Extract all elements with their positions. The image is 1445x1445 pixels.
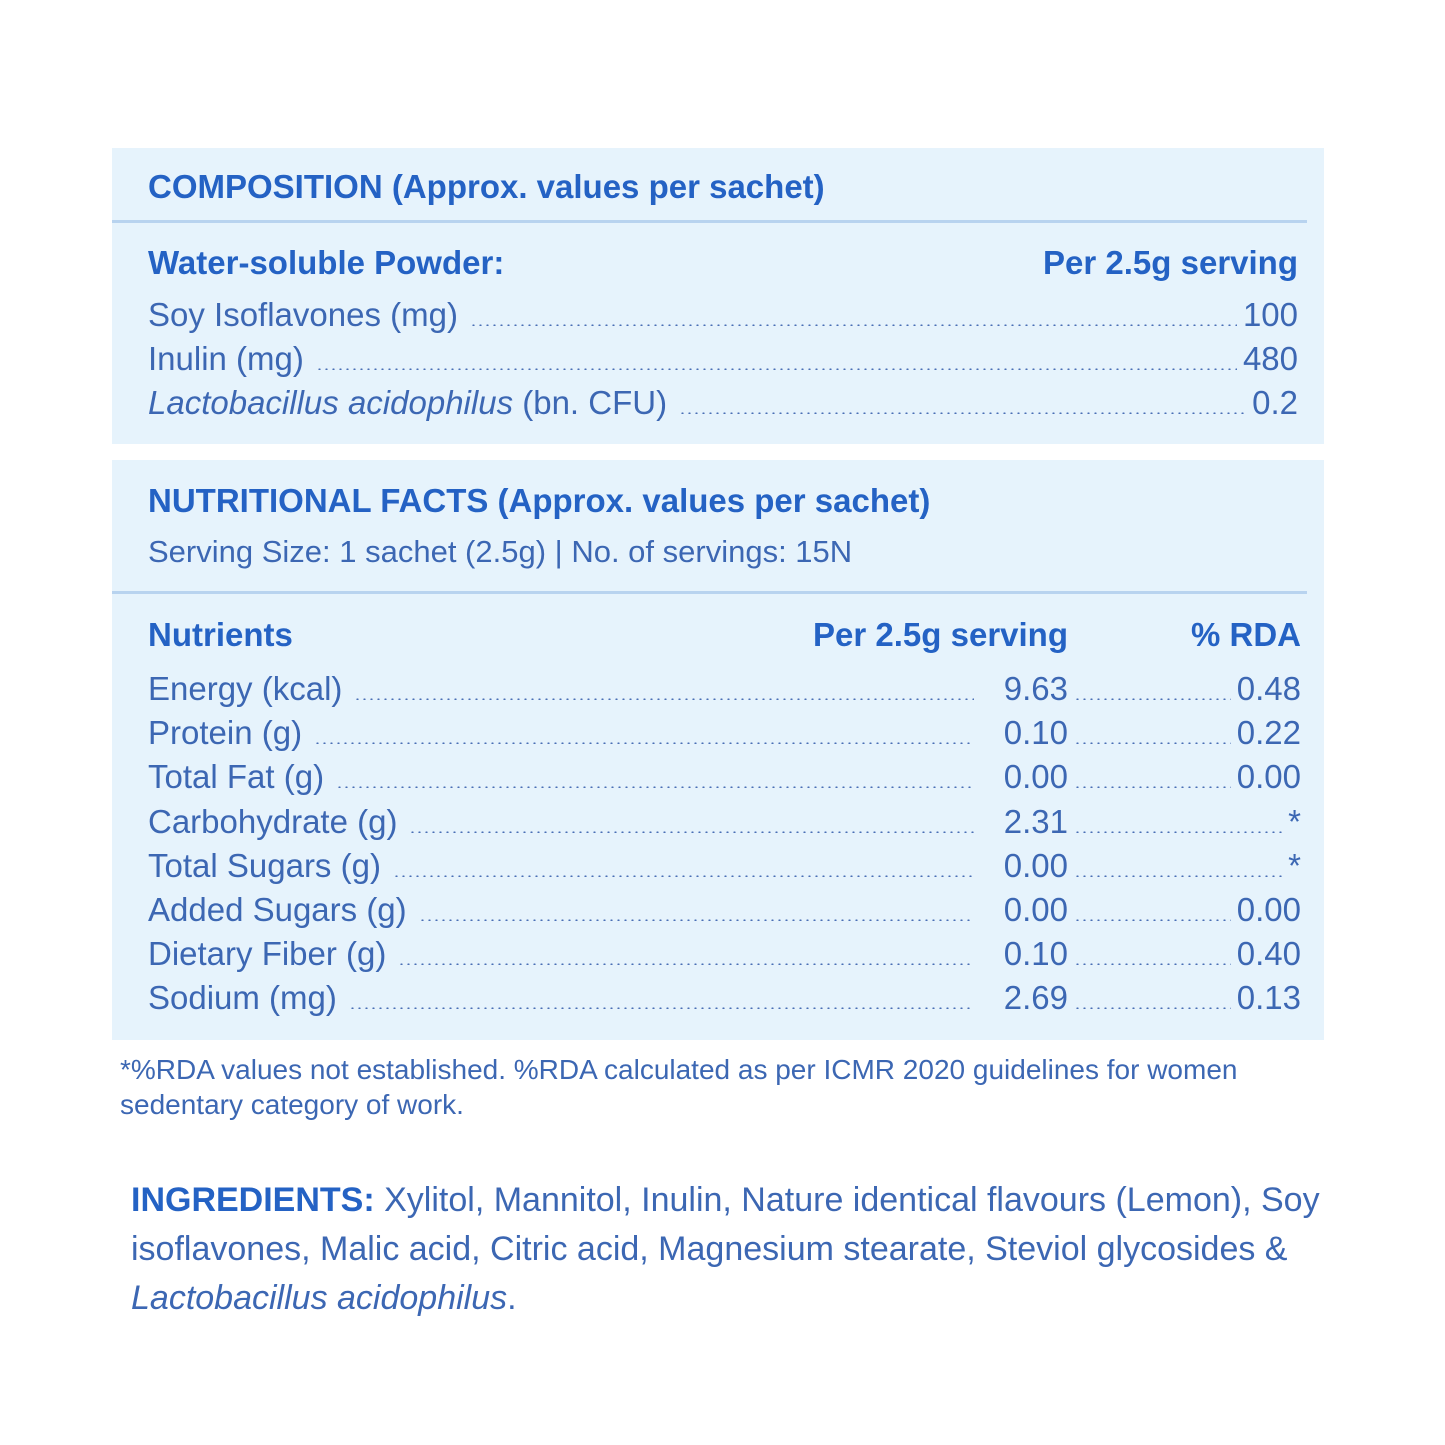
nutrient-row (148, 889, 1301, 929)
nutrient-value: 2.31 (1003, 802, 1068, 840)
nutrient-row-main (148, 847, 1068, 885)
dot-leader (1074, 698, 1231, 700)
nutrient-rda: 0.00 (1236, 891, 1301, 928)
composition-row-value: 0.2 (1252, 384, 1298, 421)
composition-row-label: Soy Isoflavones (mg) (148, 296, 458, 333)
dot-leader (409, 831, 974, 833)
nutrient-value: 9.63 (1003, 670, 1068, 707)
nutrient-value: 0.10 (1003, 935, 1068, 973)
nutrient-value: 0.00 (1003, 758, 1068, 796)
nutrient-rda: 0.13 (1236, 979, 1301, 1017)
ingredients-text-end: . (507, 1279, 517, 1317)
dot-leader (1074, 831, 1282, 833)
nutrient-value: 0.10 (1003, 714, 1068, 752)
nutrient-rda: * (1288, 846, 1301, 884)
nutrient-label: Carbohydrate (g) (148, 802, 398, 840)
composition-row (148, 382, 1298, 422)
nutrition-header-seg (1068, 616, 1301, 654)
nutrient-row-rda (1068, 670, 1301, 708)
nutrient-row (148, 756, 1301, 796)
nutrient-row (148, 801, 1301, 841)
nutrient-row-rda (1068, 979, 1301, 1017)
composition-divider (112, 220, 1307, 223)
nutrient-rda: 0.40 (1236, 935, 1301, 973)
composition-row-value: 100 (1242, 296, 1298, 333)
nutrient-row-main (148, 714, 1068, 752)
nutrient-value: 0.00 (1003, 846, 1068, 884)
nutrient-label: Total Sugars (g) (148, 846, 381, 884)
nutrition-title: NUTRITIONAL FACTS (Approx. values per sachet) (148, 482, 931, 519)
dot-leader (393, 875, 974, 877)
col-rda: % RDA (1190, 616, 1301, 653)
dot-leader (349, 1007, 974, 1009)
dot-leader (1074, 875, 1282, 877)
nutrient-value: 2.69 (1003, 979, 1068, 1017)
composition-row-label-italic: Lactobacillus acidophilus (148, 384, 514, 421)
nutrient-row (148, 977, 1301, 1017)
composition-row-label-rest: (bn. CFU) (513, 384, 668, 421)
composition-header-right: Per 2.5g serving (1043, 244, 1298, 281)
dot-leader (1074, 919, 1231, 921)
dot-leader (1074, 1007, 1231, 1009)
composition-row-value: 480 (1242, 340, 1298, 377)
dot-leader (354, 698, 974, 700)
dot-leader (679, 412, 1246, 414)
dot-leader (1074, 963, 1231, 965)
nutrient-rda: 0.00 (1236, 758, 1301, 796)
nutrient-row-main (148, 758, 1068, 796)
nutrition-header-seg (148, 616, 1068, 654)
nutrient-rda: * (1288, 802, 1301, 840)
serving-info: Serving Size: 1 sachet (2.5g) | No. of servings: 15N (148, 534, 853, 569)
nutrient-row-main (148, 803, 1068, 841)
ingredients-block (131, 1176, 1341, 1323)
nutrient-row-rda (1068, 891, 1301, 929)
dot-leader (470, 324, 1237, 326)
nutrition-divider (112, 591, 1307, 594)
nutrient-row-main (148, 670, 1068, 708)
dot-leader (398, 963, 974, 965)
nutrient-label: Protein (g) (148, 714, 303, 752)
dot-leader (419, 919, 974, 921)
nutrient-row (148, 712, 1301, 752)
composition-panel (112, 148, 1324, 444)
nutrient-row-rda (1068, 847, 1301, 885)
composition-header-row (148, 242, 1298, 282)
ingredients-text: Xylitol, Mannitol, Inulin, Nature identical flavours (Lemon), Soy isoflavones, Malic acid, Citric acid, Magnesium stearate, Steviol glycosides & (131, 1181, 1320, 1268)
nutrient-rda: 0.22 (1236, 714, 1301, 752)
composition-title: COMPOSITION (Approx. values per sachet) (148, 168, 825, 205)
nutrient-label: Sodium (mg) (148, 979, 337, 1017)
dot-leader (314, 742, 974, 744)
nutrient-row-rda (1068, 803, 1301, 841)
dot-leader (1074, 786, 1231, 788)
nutrient-label: Added Sugars (g) (148, 891, 407, 928)
nutrient-label: Dietary Fiber (g) (148, 935, 387, 973)
composition-header-left: Water-soluble Powder: (148, 244, 505, 281)
nutrient-label: Total Fat (g) (148, 758, 325, 796)
nutrition-panel (112, 460, 1324, 1040)
nutrient-row (148, 933, 1301, 973)
nutrient-row-rda (1068, 758, 1301, 796)
nutrient-row-main (148, 935, 1068, 973)
nutrition-header-row (148, 614, 1301, 654)
nutrient-row-rda (1068, 935, 1301, 973)
nutrient-row-main (148, 891, 1068, 929)
col-nutrients: Nutrients (148, 616, 293, 653)
nutrient-row (148, 668, 1301, 708)
ingredients-text-italic: Lactobacillus acidophilus (131, 1279, 508, 1317)
nutrient-row-main (148, 979, 1068, 1017)
dot-leader (1074, 742, 1231, 744)
dot-leader (336, 786, 974, 788)
composition-row (148, 338, 1298, 378)
nutrient-row-rda (1068, 714, 1301, 752)
nutrient-rda: 0.48 (1236, 670, 1301, 707)
col-serving: Per 2.5g serving (813, 616, 1068, 653)
composition-row-label (148, 384, 667, 422)
composition-row-label: Inulin (mg) (148, 340, 304, 377)
rda-footnote: *%RDA values not established. %RDA calculated as per ICMR 2020 guidelines for women sedentary category of work. (120, 1054, 1238, 1120)
composition-row (148, 294, 1298, 334)
dot-leader (316, 368, 1237, 370)
nutrient-label: Energy (kcal) (148, 670, 343, 707)
nutrient-value: 0.00 (1003, 891, 1068, 928)
ingredients-title: INGREDIENTS: (131, 1181, 375, 1219)
nutrient-row (148, 845, 1301, 885)
